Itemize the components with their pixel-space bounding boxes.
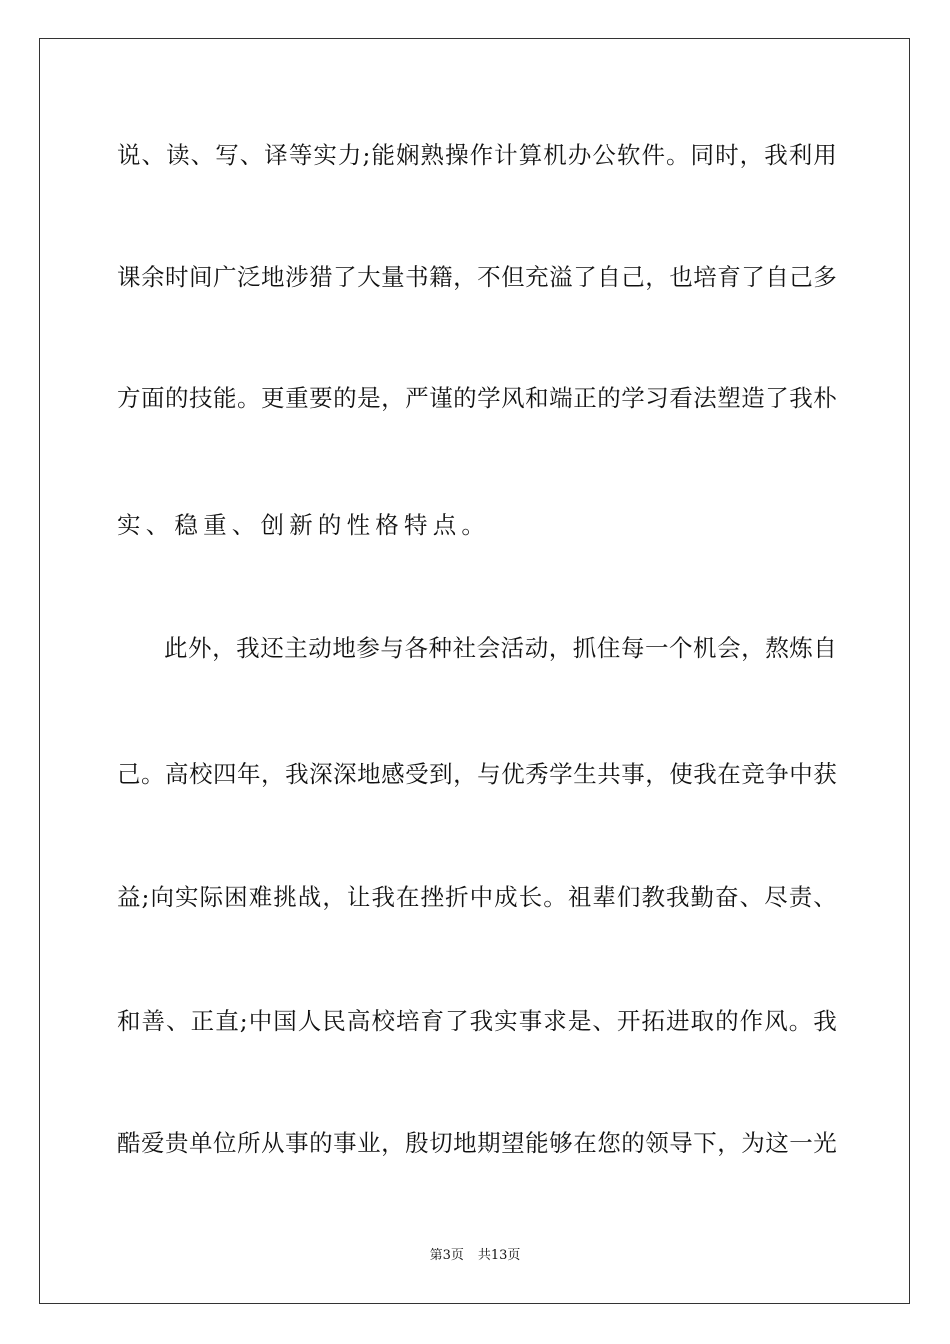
body-text-line-5: 此外，我还主动地参与各种社会活动，抓住每一个机会，熬炼自 [164, 634, 837, 662]
body-text-line-8: 和善、正直;中国人民高校培育了我实事求是、开拓进取的作风。我 [117, 1007, 837, 1035]
body-text-line-6: 己。高校四年，我深深地感受到，与优秀学生共事，使我在竞争中获 [117, 760, 837, 788]
total-pages: 共13页 [477, 1248, 521, 1263]
page-footer [0, 1247, 950, 1265]
body-text-line-4: 实、稳重、创新的性格特点。 [117, 511, 491, 539]
page-border [39, 38, 910, 1304]
body-text-line-3: 方面的技能。更重要的是，严谨的学风和端正的学习看法塑造了我朴 [117, 384, 837, 412]
body-text-line-1: 说、读、写、译等实力;能娴熟操作计算机办公软件。同时，我利用 [117, 141, 837, 169]
page-number: 第3页 [429, 1248, 464, 1263]
body-text-line-7: 益;向实际困难挑战，让我在挫折中成长。祖辈们教我勤奋、尽责、 [117, 883, 837, 911]
body-text-line-2: 课余时间广泛地涉猎了大量书籍，不但充溢了自己，也培育了自己多 [117, 263, 837, 291]
body-text-line-9: 酷爱贵单位所从事的事业，殷切地期望能够在您的领导下，为这一光 [117, 1129, 837, 1157]
